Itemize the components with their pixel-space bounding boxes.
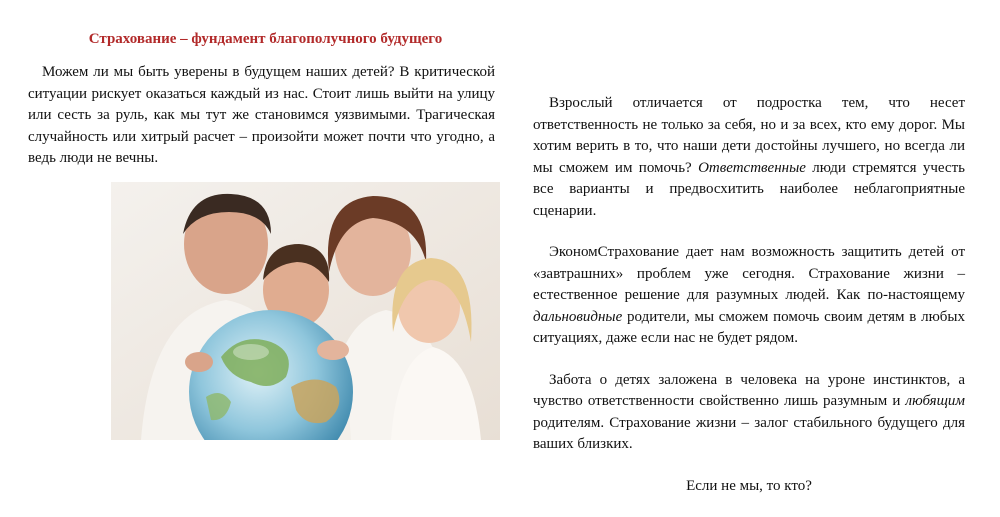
paragraph-text: Забота о детях заложена в человека на уроне инстинктов, а чувство ответственности свойственно лишь разумным и — [533, 371, 965, 409]
photo-illustration — [111, 182, 500, 440]
paragraph-text: родителям. Страхование жизни – залог стабильного будущего для ваших близких. — [533, 414, 965, 452]
paragraph-insurance — [533, 242, 965, 350]
emphasis-text: Ответственные — [698, 159, 806, 176]
paragraph-text: Взрослый отличается от подростка тем, что несет ответственность не только за себя, но и за всех, кто ему дорог. Мы хотим верить в то, что наши дети достойны лучшего, но всегда ли мы сможем им помочь? — [533, 95, 965, 176]
paragraph-responsibility — [533, 93, 965, 222]
paragraph-text: люди стремятся учесть все варианты и предвосхитить наиболее неблагоприятные сценарии. — [533, 159, 965, 219]
emphasis-text: дальновидные — [533, 308, 623, 325]
paragraph-text: ЭкономСтрахование дает нам возможность защитить детей от «завтрашних» проблем уже сегодня. Страхование жизни – естественное решение для разумных людей. Как по-настоящему — [533, 244, 965, 303]
emphasis-text: любящим — [905, 393, 965, 409]
right-column — [533, 93, 965, 517]
page-title: Страхование – фундамент благополучного будущего — [88, 31, 443, 47]
intro-paragraph: Можем ли мы быть уверены в будущем наших детей? В критической ситуации рискует оказаться каждый из нас. Стоит лишь выйти на улицу или сесть за руль, как мы тут же становимся уязвимыми. Трагическая случайность или хитрый расчет – произойти может почти что угодно, а ведь люди не вечны. — [28, 64, 495, 166]
paragraph-text: родители, мы сможем помочь своим детям в любых ситуациях, даже если нас не будет рядом. — [533, 308, 965, 346]
paragraph-care — [533, 370, 965, 456]
family-globe-photo — [111, 182, 500, 440]
closing-line: Если не мы, то кто? — [686, 477, 812, 494]
